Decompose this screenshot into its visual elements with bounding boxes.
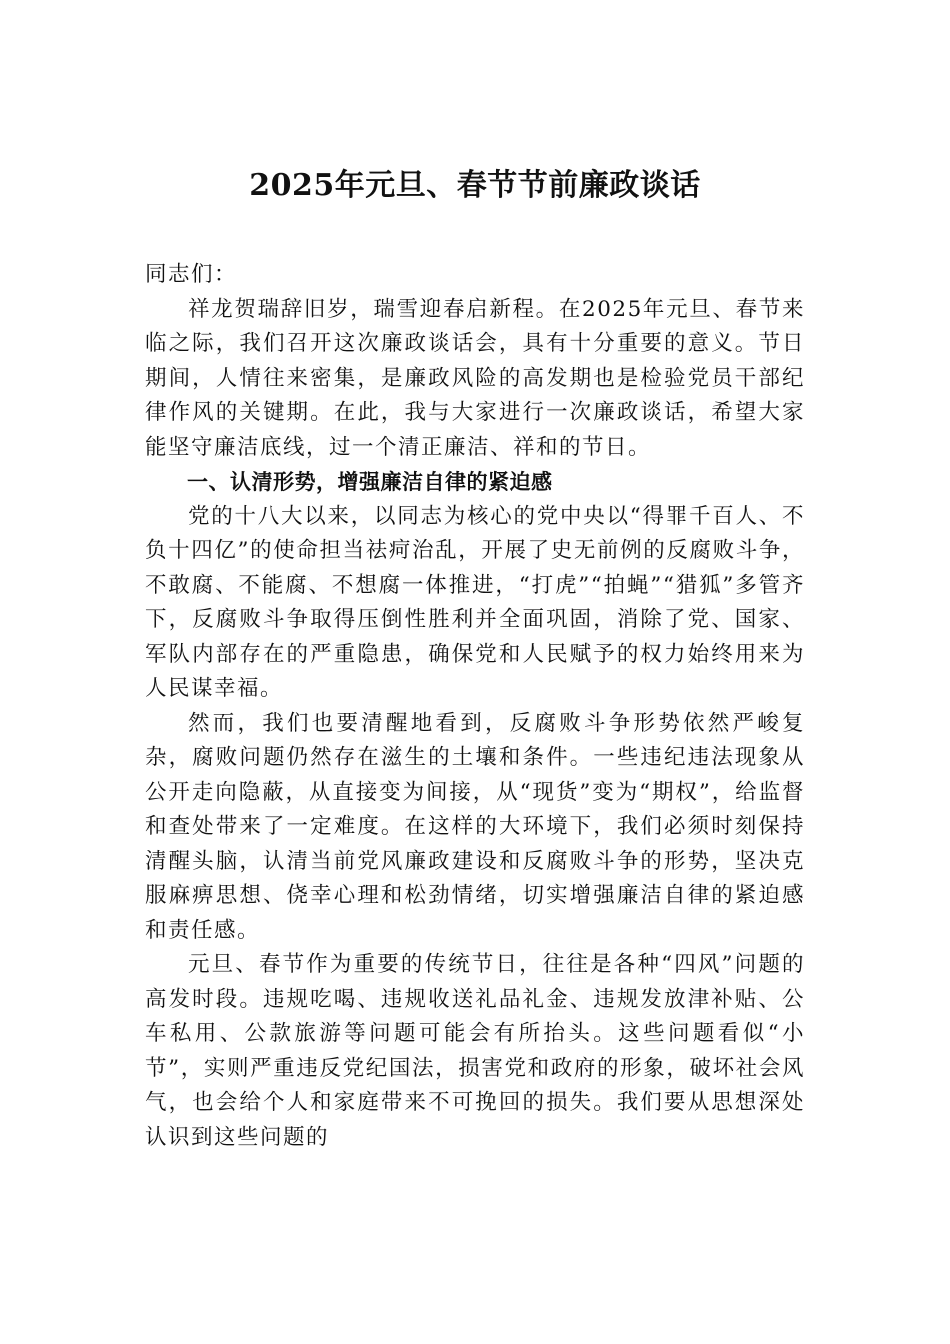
- document-title: 2025年元旦、春节节前廉政谈话: [249, 168, 701, 203]
- intro-paragraph: 祥龙贺瑞辞旧岁，瑞雪迎春启新程。在2025年元旦、春节来临之际，我们召开这次廉政谈话会，具有十分重要的意义。节日期间，人情往来密集，是廉政风险的高发期也是检验党员干部纪律作风的关键期。在此，我与大家进行一次廉政谈话，希望大家能坚守廉洁底线，过一个清正廉洁、祥和的节日。: [145, 296, 805, 460]
- body-paragraph: 然而，我们也要清醒地看到，反腐败斗争形势依然严峻复杂，腐败问题仍然存在滋生的土壤和条件。一些违纪违法现象从公开走向隐蔽，从直接变为间接，从“现货”变为“期权”，给监督和查处带来了一定难度。在这样的大环境下，我们必须时刻保持清醒头脑，认清当前党风廉政建设和反腐败斗争的形势，坚决克服麻痹思想、侥幸心理和松劲情绪，切实增强廉洁自律的紧迫感和责任感。: [145, 710, 805, 943]
- document-body: [145, 258, 805, 1155]
- salutation: 同志们：: [145, 262, 238, 287]
- body-paragraph: 元旦、春节作为重要的传统节日，往往是各种“四风”问题的高发时段。违规吃喝、违规收送礼品礼金、违规发放津补贴、公车私用、公款旅游等问题可能会有所抬头。这些问题看似“小节”，实则严重违反党纪国法，损害党和政府的形象，破坏社会风气，也会给个人和家庭带来不可挽回的损失。我们要从思想深处认识到这些问题的: [145, 952, 805, 1150]
- body-paragraph: 党的十八大以来，以同志为核心的党中央以“得罪千百人、不负十四亿”的使命担当祛疴治乱，开展了史无前例的反腐败斗争，不敢腐、不能腐、不想腐一体推进，“打虎”“拍蝇”“猎狐”多管齐下，反腐败斗争取得压倒性胜利并全面巩固，消除了党、国家、军队内部存在的严重隐患，确保党和人民赋予的权力始终用来为人民谋幸福。: [145, 503, 805, 701]
- section-heading: 一、认清形势，增强廉洁自律的紧迫感: [187, 470, 553, 494]
